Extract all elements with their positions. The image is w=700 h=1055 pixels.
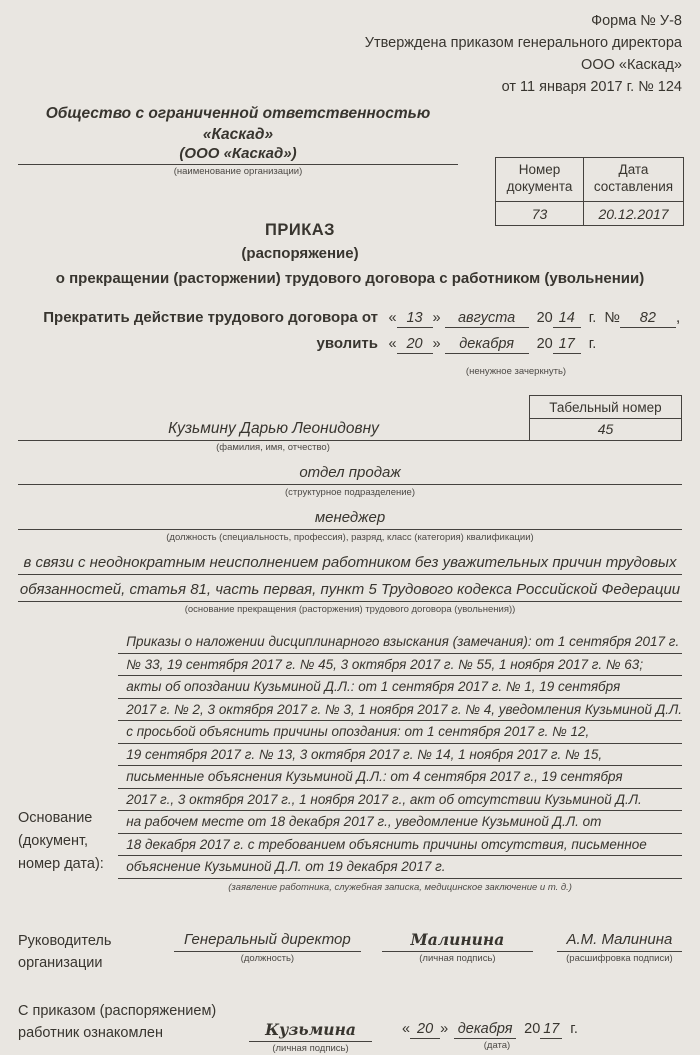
contract-year-field: 14	[553, 310, 581, 328]
doc-table-header-row	[496, 158, 683, 202]
dismiss-year-field: 17	[553, 336, 581, 354]
ack-label-line-2: работник ознакомлен	[18, 1024, 163, 1041]
doc-number-header: Номер документа	[496, 158, 584, 202]
employee-signature-value: Кузьмина	[249, 1020, 372, 1042]
acknowledgment-section	[18, 1000, 682, 1055]
basis-lines	[118, 631, 682, 894]
signature-name-value: А.М. Малинина	[557, 930, 682, 952]
employee-name-caption: (фамилия, имя, отчество)	[216, 442, 330, 453]
title-line-1: ПРИКАЗ	[264, 221, 336, 239]
signature-caption: (личная подпись)	[419, 952, 496, 964]
employee-signature-field	[249, 1020, 372, 1055]
number-sign: №	[604, 310, 620, 326]
signature-label-line-1: Руководитель	[18, 932, 112, 949]
basis-label-line-3: номер дата):	[18, 856, 104, 872]
dismiss-label: уволить	[316, 335, 378, 352]
year-suffix: г.	[588, 336, 597, 352]
ack-day-field: 20	[410, 1021, 440, 1039]
title-line-3: о прекращении (расторжении) трудового договора с работником (увольнении)	[55, 270, 645, 287]
trailing-comma: ,	[675, 309, 681, 326]
basis-label-line-2: (документ,	[18, 833, 89, 849]
century-prefix: 20	[536, 336, 553, 352]
signature-label-line-2: организации	[18, 954, 103, 971]
strike-note: (ненужное зачеркнуть)	[465, 366, 567, 377]
department-row	[18, 463, 682, 499]
doc-table-value-row	[496, 202, 683, 225]
year-suffix: г.	[570, 1020, 578, 1037]
basis-line: 2017 г., 3 октября 2017 г., 1 ноября 2017 г., акт об отсутствии Кузьминой Д.Л.	[118, 789, 682, 812]
tab-number-header: Табельный номер	[530, 396, 681, 419]
tab-number-value: 45	[597, 421, 614, 437]
strike-note-row	[18, 361, 682, 379]
basis-line: № 33, 19 сентября 2017 г. № 45, 3 октября 2017 г. № 55, 1 ноября 2017 г. № 63;	[118, 654, 682, 677]
acknowledgment-date-line	[402, 1020, 578, 1039]
department-field: отдел продаж	[18, 463, 682, 485]
employee-signature-caption: (личная подпись)	[272, 1042, 349, 1054]
doc-number-value: 73	[496, 202, 584, 225]
organization-caption: (наименование организации)	[173, 166, 303, 177]
grounds-row	[18, 553, 682, 616]
quote-open: «	[402, 1020, 411, 1037]
basis-line: письменные объяснения Кузьминой Д.Л.: от 4 сентября 2017 г., 19 сентября	[118, 766, 682, 789]
contract-number-field: 82	[620, 310, 676, 328]
tab-number-table	[529, 395, 682, 441]
contract-date-row	[18, 309, 682, 328]
approval-line-2: ООО «Каскад»	[581, 57, 682, 73]
signature-value: Малинина	[382, 930, 533, 952]
contract-day-field: 13	[397, 310, 433, 328]
grounds-caption: (основание прекращения (расторжения) трудового договора (увольнения))	[184, 604, 516, 615]
department-caption: (структурное подразделение)	[285, 487, 415, 498]
year-suffix: г.	[588, 310, 597, 326]
basis-line: 19 сентября 2017 г. № 13, 3 октября 2017 г. № 14, 1 ноября 2017 г. № 15,	[118, 744, 682, 767]
organization-name-short: (ООО «Каскад»)	[18, 145, 458, 165]
ack-month-field: декабря	[454, 1021, 516, 1039]
basis-line: с просьбой объяснить причины опоздания: от 1 сентября 2017 г. № 12,	[118, 721, 682, 744]
quote-close: »	[440, 1020, 449, 1037]
basis-line: акты об опоздании Кузьминой Д.Л.: от 1 сентября 2017 г. № 1, 19 сентября	[118, 676, 682, 699]
basis-line: 2017 г. № 2, 3 октября 2017 г. № 3, 1 ноября 2017 г. № 4, уведомления Кузьминой Д.Л.	[118, 699, 682, 722]
acknowledgment-date	[402, 1020, 578, 1055]
signature-section	[18, 930, 682, 974]
title-line-2: (распоряжение)	[241, 245, 359, 262]
dismiss-month-field: декабря	[445, 336, 529, 354]
form-code: Форма № У-8	[591, 13, 682, 29]
ack-year-field: 17	[540, 1021, 562, 1039]
position-caption: (должность (специальность, профессия), разряд, класс (категория) квалификации)	[166, 532, 534, 543]
quote-open: «	[388, 336, 397, 352]
approval-line-1: Утверждена приказом генерального директора	[364, 35, 682, 51]
basis-line: Приказы о наложении дисциплинарного взыскания (замечания): от 1 сентября 2017 г.	[118, 631, 682, 654]
dismiss-date-row	[18, 335, 682, 354]
basis-caption: (заявление работника, служебная записка, медицинское заключение и т. д.)	[228, 881, 572, 893]
signature-label	[18, 930, 174, 974]
employee-name-row	[18, 395, 682, 441]
dismiss-day-field: 20	[397, 336, 433, 354]
position-signature-field	[174, 930, 361, 974]
quote-close: »	[432, 310, 441, 326]
form-header	[18, 10, 682, 98]
organization-section	[18, 103, 458, 178]
basis-line: на рабочем месте от 18 декабря 2017 г., уведомление Кузьминой Д.Л. от	[118, 811, 682, 834]
grounds-line-1: в связи с неоднократным неисполнением работником без уважительных причин трудовых	[18, 553, 682, 575]
century-prefix: 20	[524, 1020, 541, 1037]
doc-number-date-table	[495, 157, 684, 226]
doc-date-header: Дата составления	[584, 158, 683, 202]
position-sig-caption: (должность)	[240, 952, 295, 964]
grounds-line-2: обязанностей, статья 81, часть первая, пункт 5 Трудового кодекса Российской Федерации	[18, 580, 682, 602]
employee-name-field: Кузьмину Дарью Леонидовну	[18, 420, 529, 441]
personal-signature-field	[382, 930, 533, 974]
century-prefix: 20	[536, 310, 553, 326]
employee-name-column	[18, 420, 529, 441]
quote-close: »	[432, 336, 441, 352]
basis-line: объяснение Кузьминой Д.Л. от 19 декабря 2017 г.	[118, 856, 682, 879]
position-row	[18, 508, 682, 544]
organization-name-full: Общество с ограниченной ответственностью «Каскад»	[45, 105, 431, 143]
termination-statement	[18, 309, 682, 379]
signature-name-caption: (расшифровка подписи)	[566, 952, 673, 964]
doc-date-value: 20.12.2017	[598, 206, 669, 222]
quote-open: «	[388, 310, 397, 326]
ack-label-line-1: С приказом (распоряжением)	[18, 1002, 217, 1019]
terminate-label: Прекратить действие трудового договора от	[43, 309, 378, 326]
signature-name-field	[557, 930, 682, 974]
position-field: менеджер	[18, 508, 682, 530]
basis-section	[18, 631, 682, 894]
position-value: Генеральный директор	[174, 930, 361, 952]
basis-label-line-1: Основание	[18, 810, 93, 826]
order-title	[18, 218, 682, 292]
contract-month-field: августа	[445, 310, 529, 328]
acknowledgment-label	[18, 1000, 249, 1055]
acknowledgment-date-caption: (дата)	[483, 1039, 511, 1051]
approval-line-3: от 11 января 2017 г. № 124	[501, 79, 682, 95]
basis-label	[18, 631, 118, 894]
basis-line: 18 декабря 2017 г. с требованием объяснить причины отсутствия, письменное	[118, 834, 682, 857]
